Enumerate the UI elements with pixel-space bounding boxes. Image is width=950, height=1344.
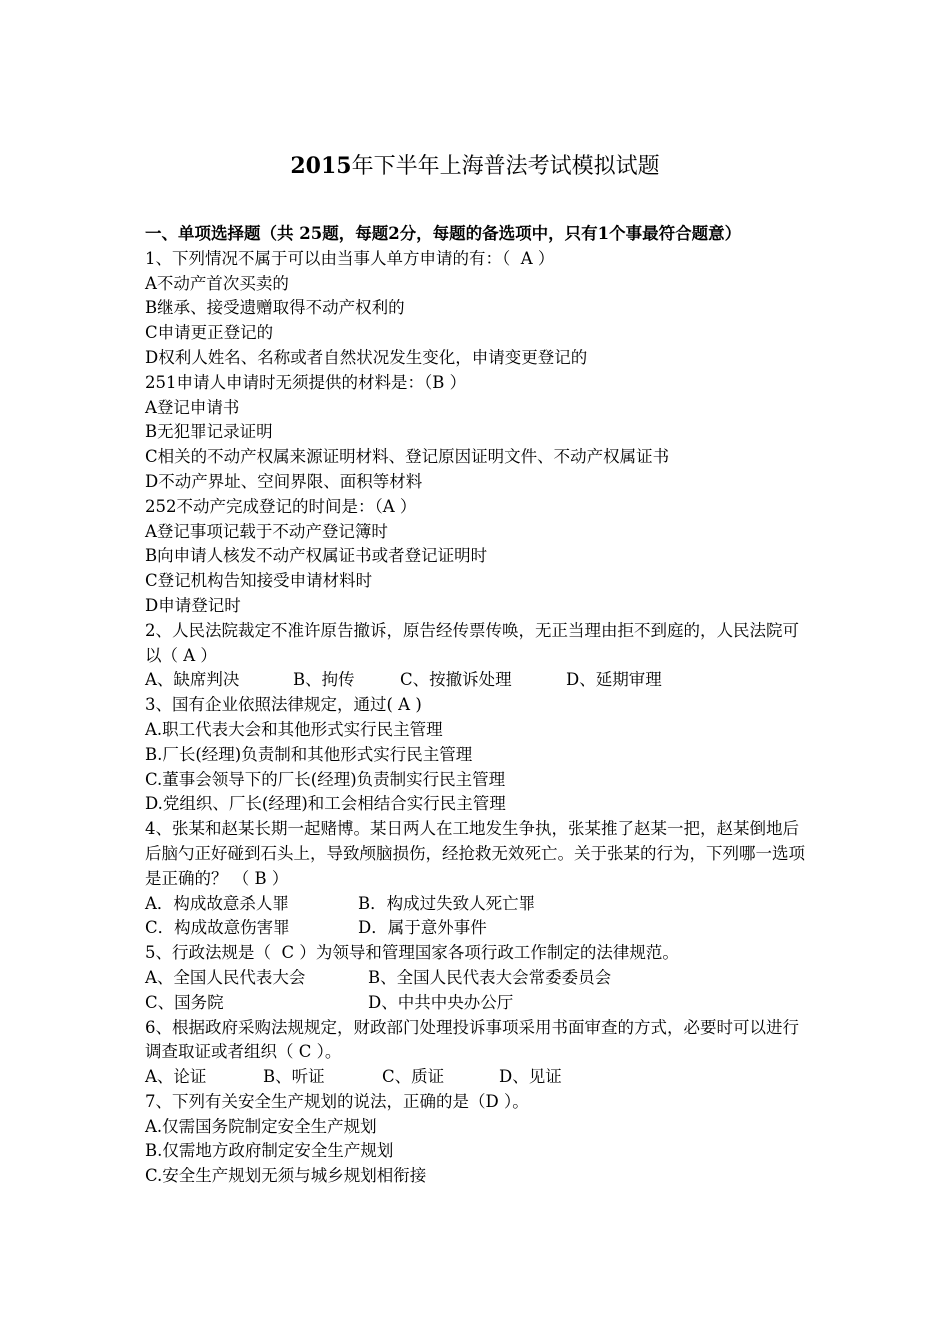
question-line: 1、下列情况不属于可以由当事人单方申请的有：（ A ） — [145, 248, 555, 268]
option-line: B继承、接受遗赠取得不动产权利的 — [145, 298, 405, 318]
option-b: B、拘传 — [293, 670, 355, 690]
option-line: C申请更正登记的 — [145, 323, 274, 343]
option-line: D.党组织、厂长(经理)和工会相结合实行民主管理 — [145, 794, 506, 814]
question-5-options-row2 — [145, 991, 815, 1016]
question-line: 251申请人申请时无须提供的材料是：（B ） — [145, 372, 467, 392]
question-2-options — [145, 668, 815, 693]
option-line: B.仅需地方政府制定安全生产规划 — [145, 1141, 394, 1161]
option-b: B．构成过失致人死亡罪 — [358, 893, 536, 913]
option-c: C、质证 — [382, 1067, 445, 1087]
option-line: A登记申请书 — [145, 397, 240, 417]
title-year: 2015 — [290, 153, 352, 179]
section-heading: 一、单项选择题（共 25题，每题2分，每题的备选项中，只有1个事最符合题意） — [145, 224, 742, 243]
option-line: D不动产界址、空间界限、面积等材料 — [145, 471, 423, 491]
option-d: D、延期审理 — [566, 670, 662, 690]
question-line: 3、国有企业依照法律规定，通过( A ) — [145, 695, 422, 715]
option-line: C.董事会领导下的厂长(经理)负责制实行民主管理 — [145, 769, 506, 789]
option-line: A.职工代表大会和其他形式实行民主管理 — [145, 719, 443, 739]
option-line: A不动产首次买卖的 — [145, 273, 289, 293]
option-a: A．构成故意杀人罪 — [145, 893, 289, 913]
option-b: B、听证 — [263, 1067, 325, 1087]
document-body — [145, 222, 815, 1189]
option-b: B、全国人民代表大会常委委员会 — [368, 967, 612, 987]
question-6-options — [145, 1065, 815, 1090]
option-line: A.仅需国务院制定安全生产规划 — [145, 1116, 377, 1136]
question-line: 252不动产完成登记的时间是：（A ） — [145, 496, 417, 516]
question-5-options-row1 — [145, 966, 815, 991]
question-5-stem: 5、行政法规是（ C ）为领导和管理国家各项行政工作制定的法律规范。 — [145, 943, 679, 963]
option-line: C.安全生产规划无须与城乡规划相衔接 — [145, 1166, 427, 1186]
option-d: D、见证 — [499, 1067, 562, 1087]
question-4-options-row1 — [145, 892, 815, 917]
document-title — [0, 150, 950, 183]
option-line: B无犯罪记录证明 — [145, 422, 273, 442]
question-4-options-row2 — [145, 916, 815, 941]
option-line: D权利人姓名、名称或者自然状况发生变化，申请变更登记的 — [145, 347, 588, 367]
option-c: C、按撤诉处理 — [400, 670, 512, 690]
question-4-stem: 4、张某和赵某长期一起赌博。某日两人在工地发生争执，张某推了赵某一把，赵某倒地后后脑勺正好碰到石头上，导致颅脑损伤，经抢救无效死亡。关于张某的行为，下列哪一选项是正确的？ （ B ） — [145, 819, 805, 888]
option-a: A、缺席判决 — [145, 670, 240, 690]
question-line: 7、下列有关安全生产规划的说法，正确的是（D ）。 — [145, 1091, 529, 1111]
option-line: A登记事项记载于不动产登记簿时 — [145, 521, 388, 541]
option-c: C、国务院 — [145, 992, 224, 1012]
question-6-stem: 6、根据政府采购法规规定，财政部门处理投诉事项采用书面审查的方式，必要时可以进行调查取证或者组织（ C ）。 — [145, 1017, 799, 1062]
option-d: D．属于意外事件 — [358, 918, 487, 938]
option-c: C．构成故意伤害罪 — [145, 918, 290, 938]
title-text: 年下半年上海普法考试模拟试题 — [351, 154, 660, 179]
option-line: C登记机构告知接受申请材料时 — [145, 571, 373, 591]
option-a: A、论证 — [145, 1067, 207, 1087]
option-a: A、全国人民代表大会 — [145, 967, 306, 987]
option-line: D申请登记时 — [145, 595, 241, 615]
option-line: B.厂长(经理)负责制和其他形式实行民主管理 — [145, 744, 473, 764]
option-line: B向申请人核发不动产权属证书或者登记证明时 — [145, 546, 488, 566]
option-line: C相关的不动产权属来源证明材料、登记原因证明文件、不动产权属证书 — [145, 447, 670, 467]
option-d: D、中共中央办公厅 — [368, 992, 514, 1012]
question-2-stem: 2、人民法院裁定不准许原告撤诉，原告经传票传唤，无正当理由拒不到庭的，人民法院可以（ A ） — [145, 620, 799, 665]
